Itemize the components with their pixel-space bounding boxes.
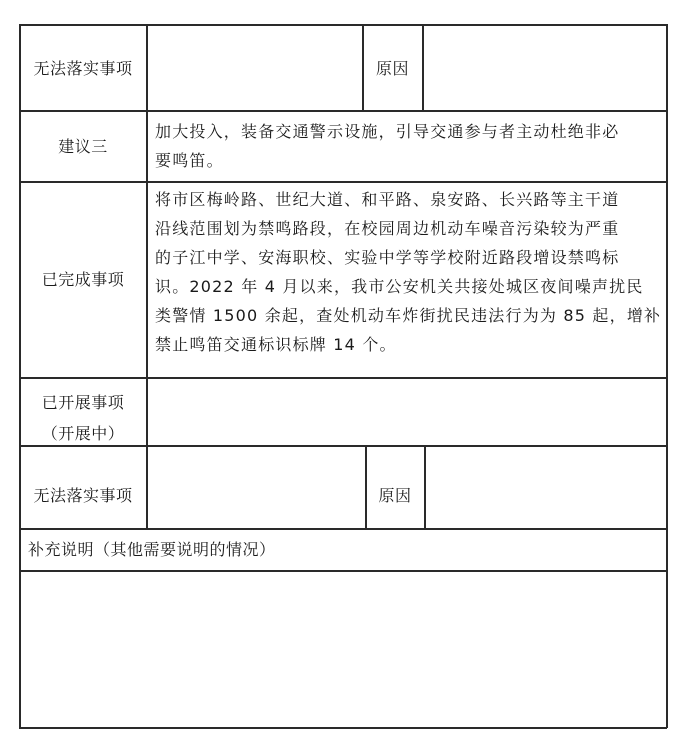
content-line: 加大投入，装备交通警示设施，引导交通参与者主动杜绝非必 [155, 122, 620, 141]
row4-label-line1: 已开展事项 [41, 393, 125, 412]
content-line: 禁止鸣笛交通标识标牌 14 个。 [155, 335, 397, 354]
row-divider-2 [19, 181, 667, 183]
row6-supplement-label: 补充说明（其他需要说明的情况） [28, 540, 276, 559]
row1-label: 无法落实事项 [33, 59, 133, 78]
row2-content [155, 117, 660, 175]
row5-reason-divider-right [424, 445, 426, 529]
table-border-right [666, 24, 668, 728]
table-border-top [19, 24, 667, 26]
content-line: 的子江中学、安海职校、实验中学等学校附近路段增设禁鸣标 [155, 248, 620, 267]
row-divider-5 [19, 528, 667, 530]
row1-reason-label: 原因 [375, 59, 409, 78]
content-line: 识。2022 年 4 月以来，我市公安机关共接处城区夜间噪声扰民 [155, 277, 644, 296]
content-line: 沿线范围划为禁鸣路段，在校园周边机动车噪音污染较为严重 [155, 219, 620, 238]
row-divider-6 [19, 570, 667, 572]
content-line: 将市区梅岭路、世纪大道、和平路、泉安路、长兴路等主干道 [155, 190, 620, 209]
row-divider-3 [19, 377, 667, 379]
row3-content [155, 185, 660, 359]
row-divider-1 [19, 110, 667, 112]
row2-label: 建议三 [58, 137, 108, 156]
row3-label: 已完成事项 [41, 270, 125, 289]
label-column-divider [146, 24, 148, 529]
row5-reason-label: 原因 [378, 486, 412, 505]
row5-label: 无法落实事项 [33, 486, 133, 505]
content-line: 要鸣笛。 [155, 151, 224, 170]
table-border-left [19, 24, 21, 728]
content-line: 类警情 1500 余起，查处机动车炸街扰民违法行为为 85 起，增补 [155, 306, 662, 325]
row4-label-line2: （开展中） [41, 424, 125, 443]
table-border-bottom [19, 727, 667, 729]
row1-reason-divider-right [422, 24, 424, 111]
